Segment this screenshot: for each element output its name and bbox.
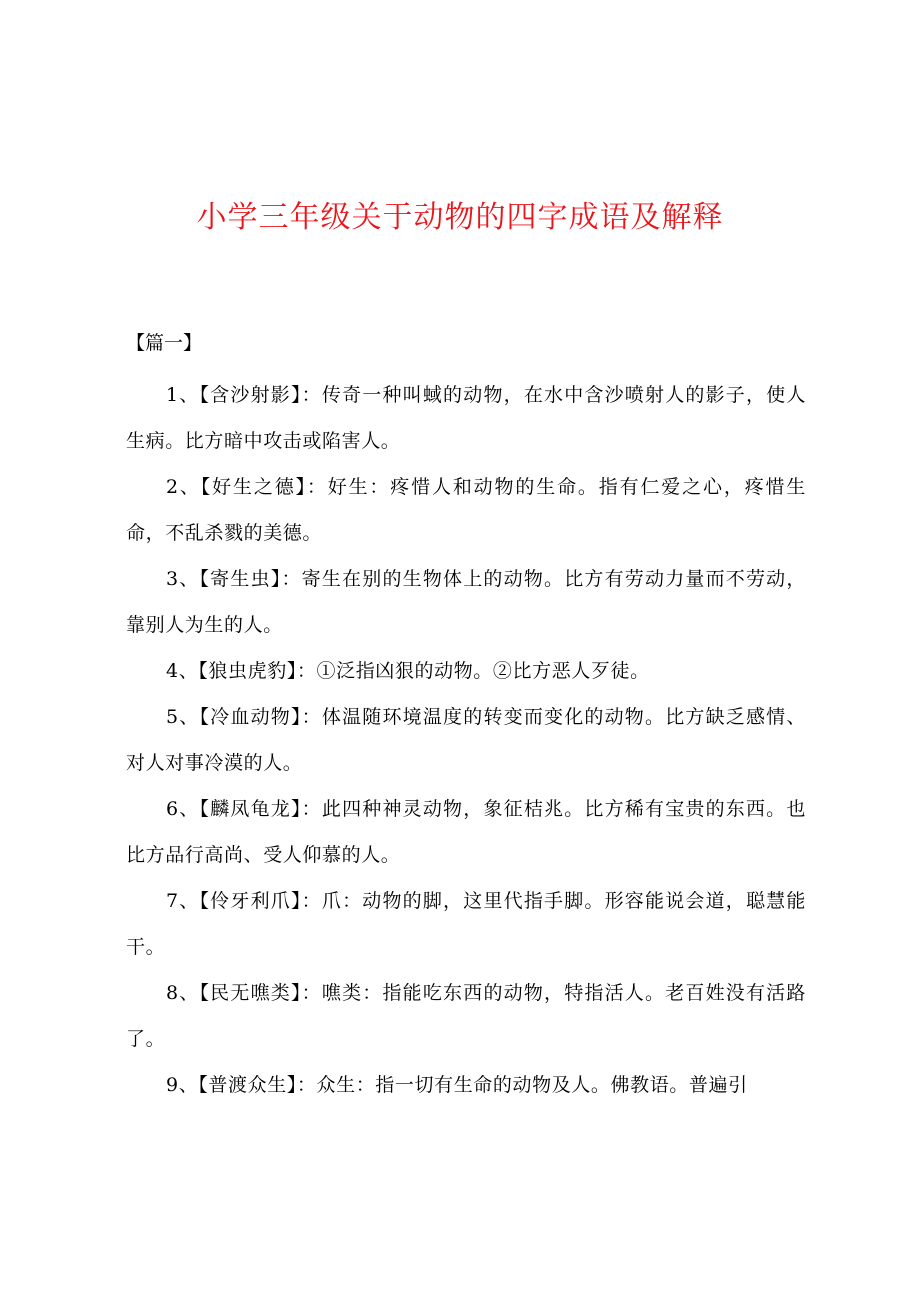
entry-term: 【好生之德】 bbox=[200, 476, 307, 498]
entry-number: 2、 bbox=[166, 476, 201, 498]
entry-number: 4、 bbox=[166, 660, 199, 682]
entry-item bbox=[126, 1062, 806, 1108]
entry-text: ：众生：指一切有生命的动物及人。佛教语。普遍引 bbox=[296, 1074, 748, 1096]
entry-item bbox=[126, 648, 806, 694]
entry-term: 【狼虫虎豹】 bbox=[198, 660, 297, 682]
entry-text: ：传奇一种叫蜮的动物，在水中含沙喷射人的影子，使人生病。比方暗中攻击或陷害人。 bbox=[126, 384, 806, 452]
entry-term: 【伶牙利爪】 bbox=[199, 890, 302, 912]
entry-term: 【含沙射影】 bbox=[199, 384, 302, 406]
entry-number: 6、 bbox=[166, 798, 200, 820]
entry-item bbox=[126, 694, 806, 786]
entry-number: 1、 bbox=[166, 384, 200, 406]
entry-text: ：①泛指凶狠的动物。②比方恶人歹徒。 bbox=[296, 660, 650, 682]
entry-number: 3、 bbox=[166, 568, 200, 590]
entry-term: 【冷血动物】 bbox=[199, 706, 302, 728]
document-title: 小学三年级关于动物的四字成语及解释 bbox=[196, 200, 724, 235]
entry-text: ：体温随环境温度的转变而变化的动物。比方缺乏感情、对人对事冷漠的人。 bbox=[126, 706, 806, 774]
entry-number: 5、 bbox=[166, 706, 200, 728]
entry-term: 【普渡众生】 bbox=[198, 1074, 297, 1096]
entry-text: ：爪：动物的脚，这里代指手脚。形容能说会道，聪慧能干。 bbox=[126, 890, 806, 958]
section-label: 【篇一】 bbox=[126, 332, 203, 354]
entry-list bbox=[126, 372, 806, 1108]
entry-item bbox=[126, 556, 806, 648]
entry-item bbox=[126, 970, 806, 1062]
entry-item bbox=[126, 786, 806, 878]
entry-text: ：噍类：指能吃东西的动物，特指活人。老百姓没有活路了。 bbox=[126, 982, 806, 1050]
entry-item bbox=[126, 878, 806, 970]
entry-term: 【民无噍类】 bbox=[199, 982, 302, 1004]
entry-term: 【寄生虫】 bbox=[199, 568, 282, 590]
entry-number: 8、 bbox=[166, 982, 200, 1004]
entry-text: ：此四种神灵动物，象征桔兆。比方稀有宝贵的东西。也比方品行高尚、受人仰慕的人。 bbox=[126, 798, 806, 866]
entry-number: 9、 bbox=[166, 1074, 199, 1096]
entry-text: ：寄生在别的生物体上的动物。比方有劳动力量而不劳动，靠别人为生的人。 bbox=[126, 568, 806, 636]
entry-term: 【麟凤龟龙】 bbox=[199, 798, 302, 820]
entry-item bbox=[126, 372, 806, 464]
entry-item bbox=[126, 464, 806, 556]
entry-number: 7、 bbox=[166, 890, 200, 912]
entry-text: ：好生：疼惜人和动物的生命。指有仁爱之心，疼惜生命，不乱杀戮的美德。 bbox=[126, 476, 806, 544]
